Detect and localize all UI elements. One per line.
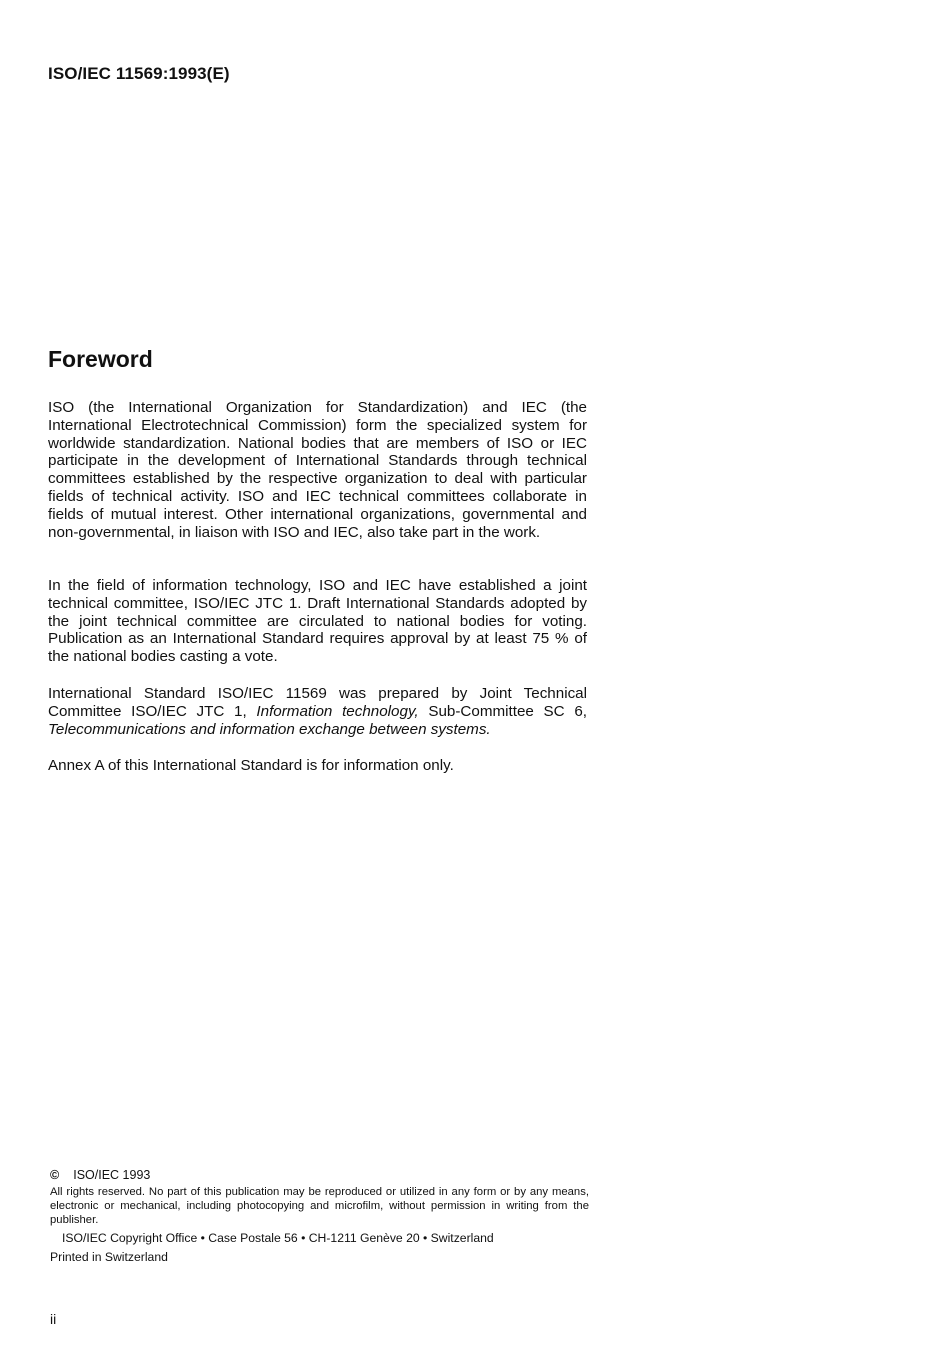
printed-in: Printed in Switzerland: [50, 1250, 168, 1264]
foreword-title: Foreword: [48, 346, 153, 372]
foreword-paragraph-4: Annex A of this International Standard is for information only.: [48, 757, 454, 774]
paragraph-3-text: Sub-Committee SC 6,: [418, 702, 587, 720]
document-code: ISO/IEC 11569:1993(E): [48, 64, 230, 83]
rights-notice: All rights reserved. No part of this publication may be reproduced or utilized in any form or by any means, electronic or mechanical, including photocopying and microfilm, without permission in writing from the publisher.: [50, 1186, 589, 1226]
copyright-line: [50, 1168, 150, 1182]
copyright-icon: ©: [50, 1168, 60, 1182]
subcommittee-name: Telecommunications and information exchange between systems.: [48, 720, 491, 738]
page-number: ii: [50, 1311, 57, 1327]
copyright-text: ISO/IEC 1993: [73, 1168, 151, 1182]
foreword-paragraph-3: [48, 685, 587, 738]
paragraph-3-text: International Standard ISO/IEC 11569 was prepared by Joint Technical Committee ISO/IEC JTC 1,: [48, 685, 587, 720]
foreword-paragraph-1: ISO (the International Organization for Standardization) and IEC (the International Electrotechnical Commission) form the specialized system for worldwide standardization. National bodies that are members of ISO or IEC participate in the development of International Standards through technical committees established by the respective organization to deal with particular fields of technical activity. ISO and IEC technical committees collaborate in fields of mutual interest. Other international organizations, governmental and non-governmental, in liaison with ISO and IEC, also take part in the work.: [48, 399, 587, 541]
copyright-office-address: ISO/IEC Copyright Office • Case Postale 56 • CH-1211 Genève 20 • Switzerland: [62, 1231, 494, 1245]
committee-name: Information technology,: [256, 702, 419, 720]
foreword-paragraph-2: In the field of information technology, ISO and IEC have established a joint technical committee, ISO/IEC JTC 1. Draft International Standards adopted by the joint technical committee are circulated to national bodies for voting. Publication as an International Standard requires approval by at least 75 % of the national bodies casting a vote.: [48, 577, 587, 666]
